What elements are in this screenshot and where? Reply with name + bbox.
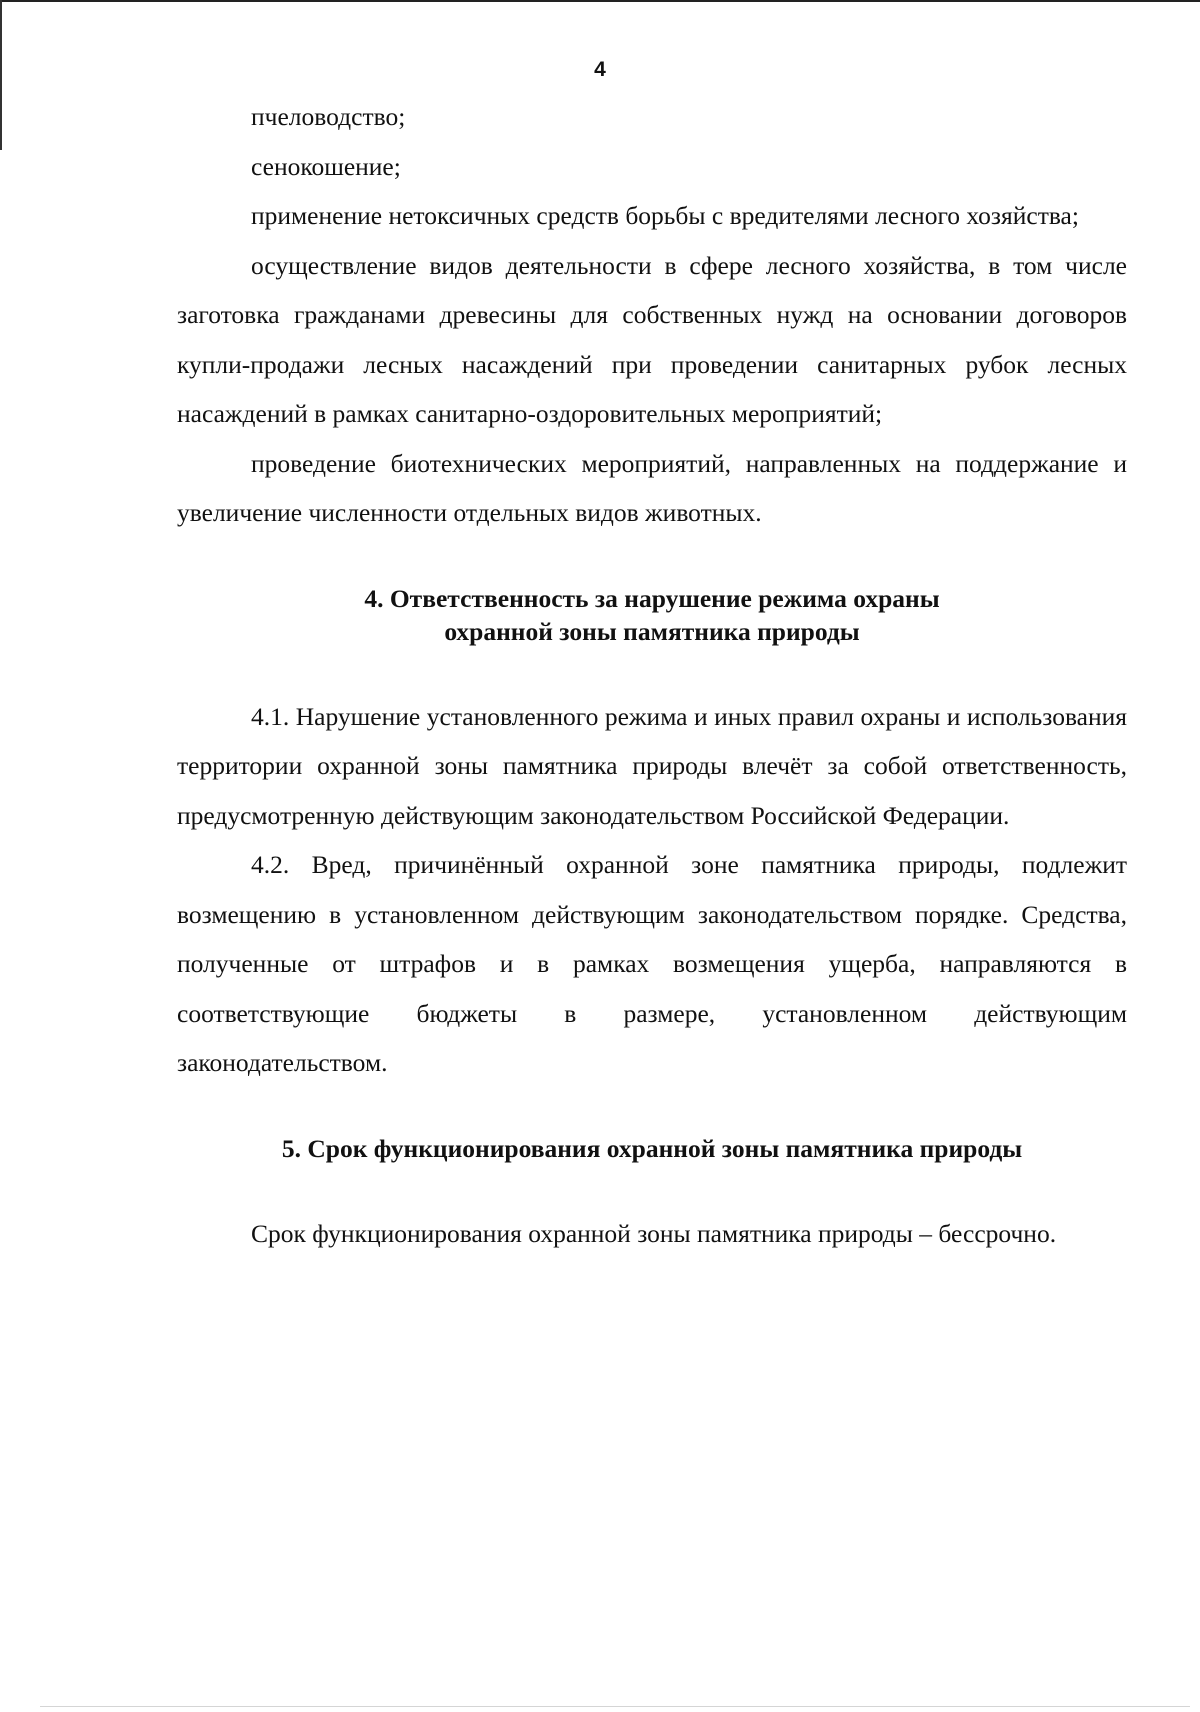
section-4-heading	[177, 582, 1127, 648]
paragraph-biotechnical-measures: проведение биотехнических мероприятий, направленных на поддержание и увеличение численности отдельных видов животных.	[177, 448, 1127, 527]
scan-bottom-rule	[40, 1706, 1190, 1707]
paragraph-4-2: 4.2. Вред, причинённый охранной зоне памятника природы, подлежит возмещению в установленном действующим законодательством порядке. Средства, полученные от штрафов и в рамках возмещения ущерба, направляются в соответствующие бюджеты в размере, установленном действующим законодательством.	[177, 850, 1127, 1077]
paragraph-haymaking: сенокошение;	[251, 151, 401, 181]
spacer	[177, 1165, 1127, 1209]
section-5-heading: 5. Срок функционирования охранной зоны памятника природы	[281, 1133, 1023, 1163]
scan-top-edge	[0, 0, 1200, 2]
section-4-heading-line-1: 4. Ответственность за нарушение режима охраны	[364, 583, 940, 613]
document-body	[177, 92, 1127, 1258]
page-number: 4	[594, 58, 606, 81]
spacer	[177, 1088, 1127, 1132]
paragraph-pest-control: применение нетоксичных средств борьбы с вредителями лесного хозяйства;	[251, 201, 1079, 230]
paragraph-4-1: 4.1. Нарушение установленного режима и иных правил охраны и использования территории охранной зоны памятника природы влечёт за собой ответственность, предусмотренную действующим законодательством Российской Федерации.	[177, 701, 1127, 830]
section-4-heading-line-2: охранной зоны памятника природы	[444, 616, 860, 646]
spacer	[177, 648, 1127, 692]
paragraph-5: Срок функционирования охранной зоны памятника природы – бессрочно.	[251, 1218, 1057, 1248]
paragraph-forestry-activities: осуществление видов деятельности в сфере лесного хозяйства, в том числе заготовка гражданами древесины для собственных нужд на основании договоров купли-продажи лесных насаждений при проведении санитарных рубок лесных насаждений в рамках санитарно-оздоровительных мероприятий;	[177, 250, 1127, 428]
paragraph-beekeeping: пчеловодство;	[251, 102, 406, 131]
spacer	[177, 538, 1127, 582]
